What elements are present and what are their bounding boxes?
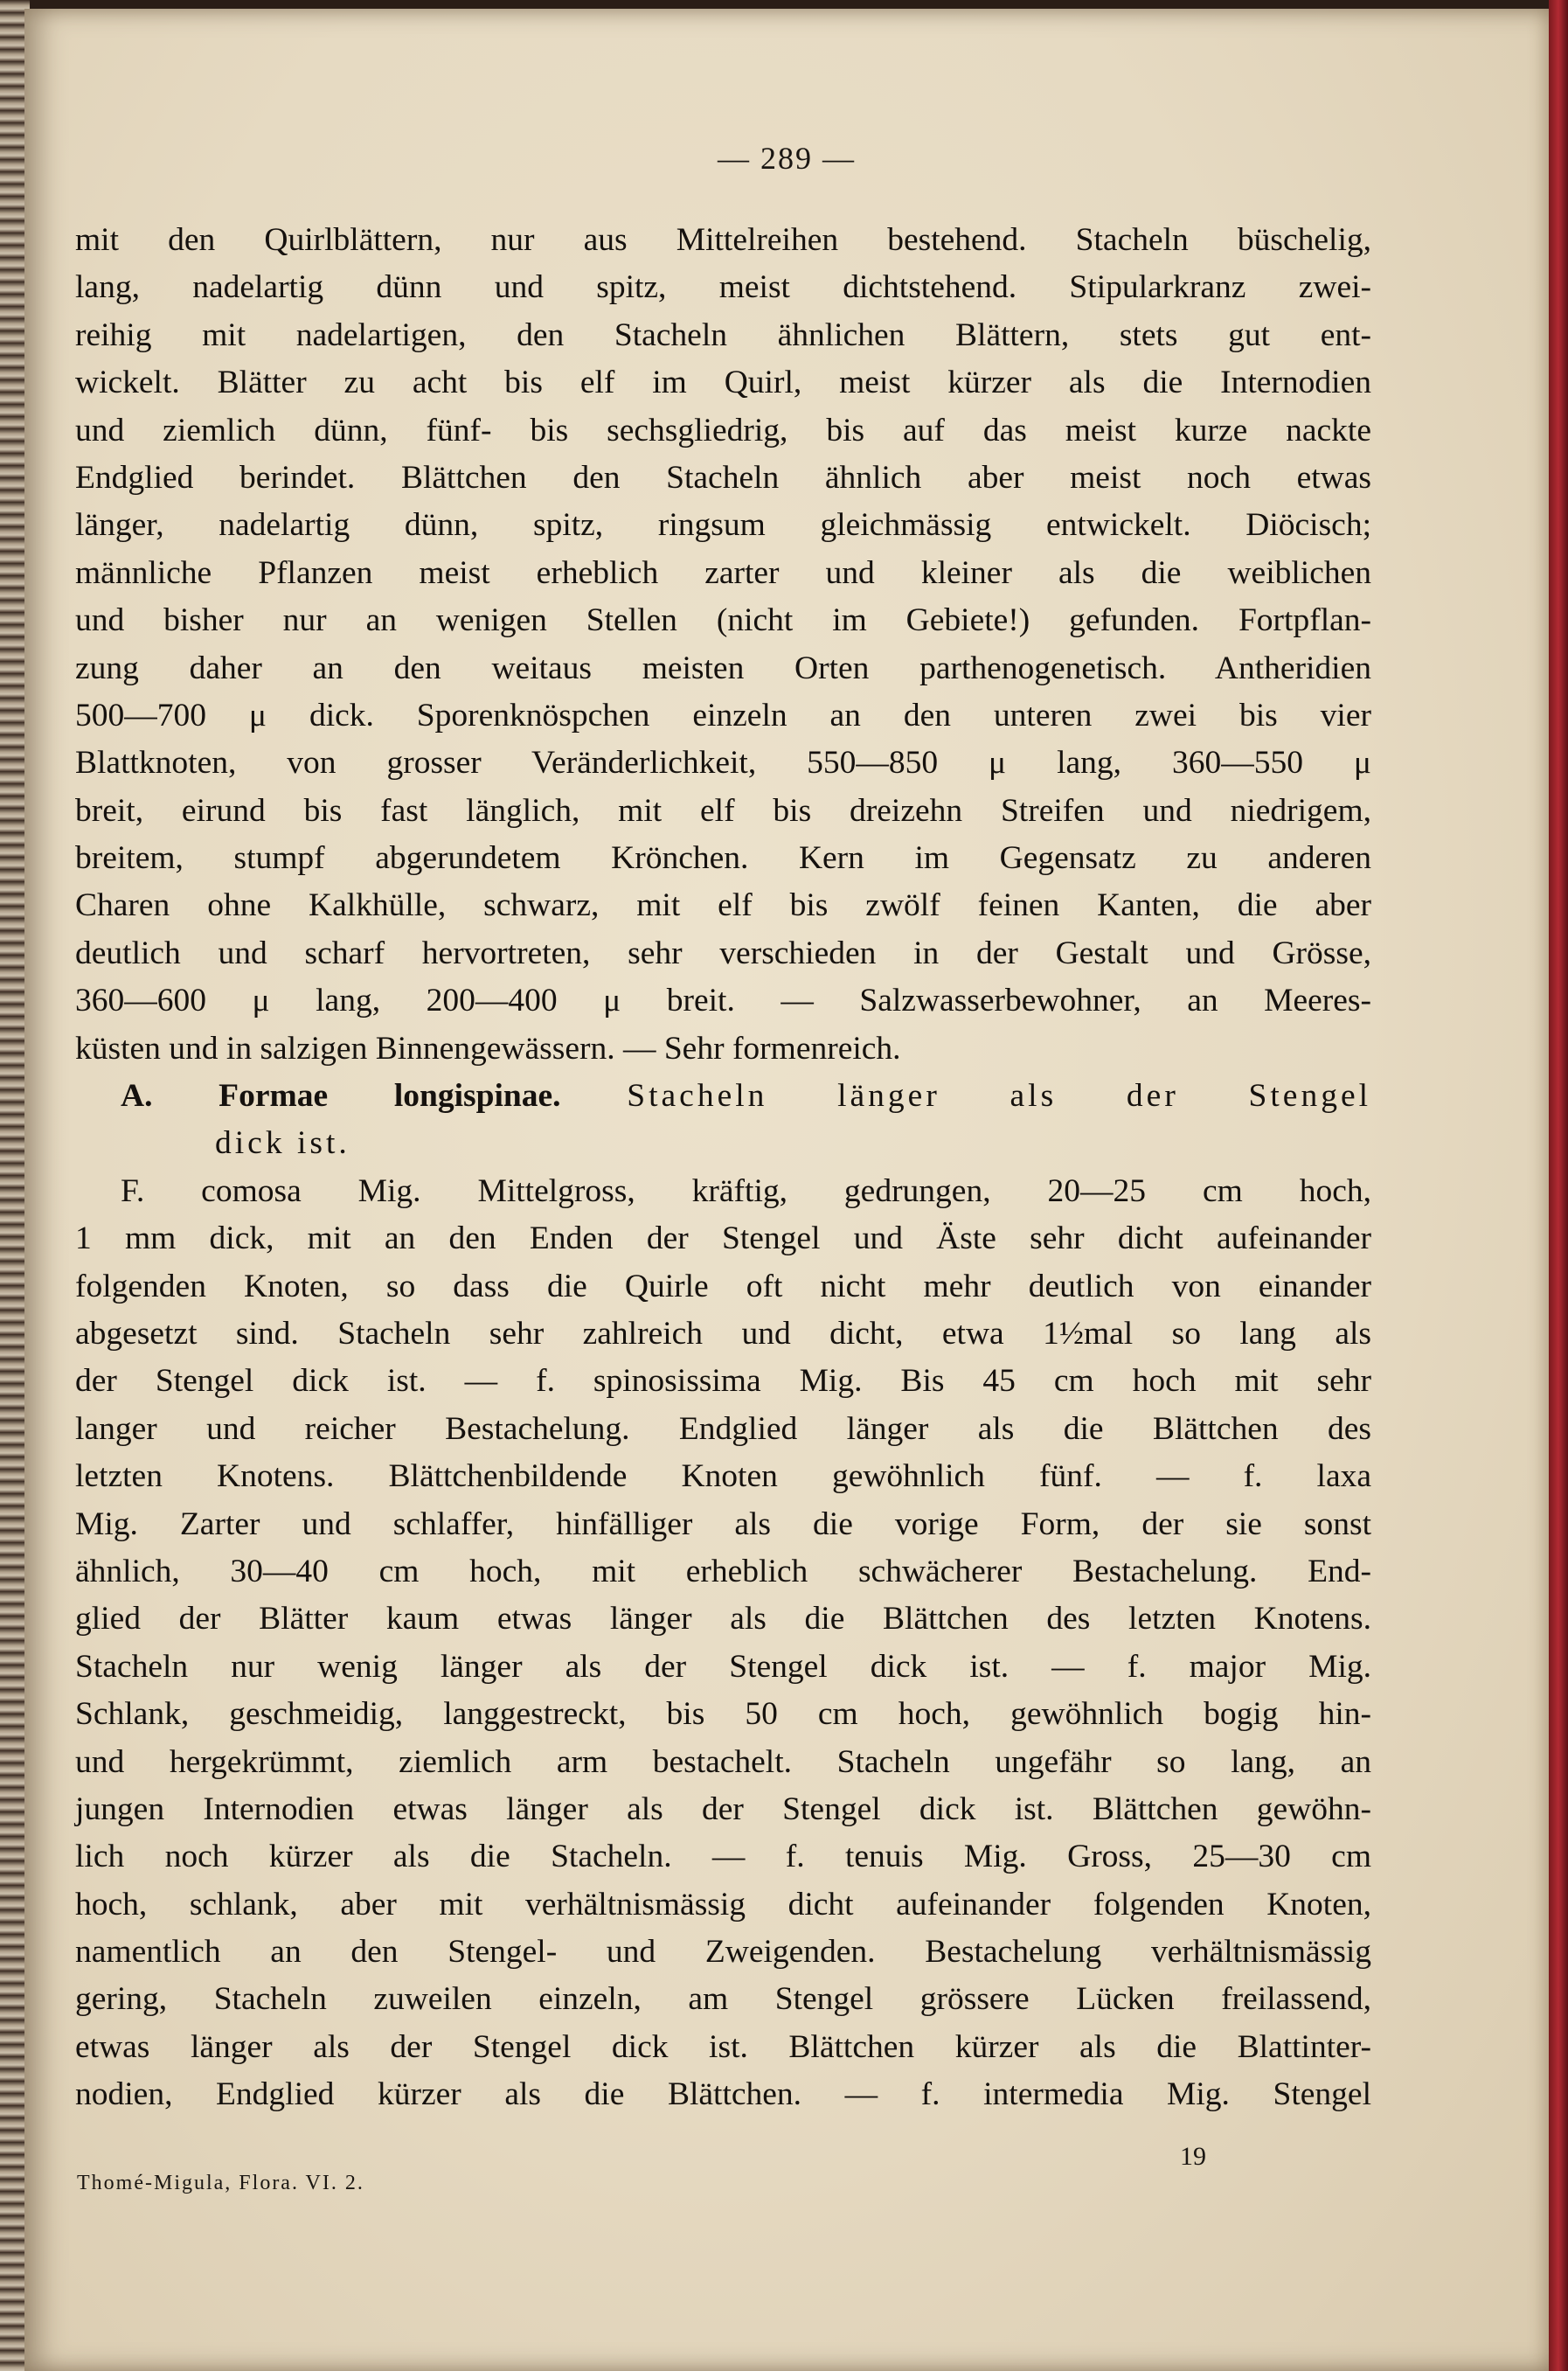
text-line: namentlich an den Stengel- und Zweigenden. Bestachelung verhältnismässig bbox=[75, 1934, 1371, 1971]
text-line: jungen Internodien etwas länger als der Stengel dick ist. Blättchen gewöhn- bbox=[75, 1790, 1371, 1827]
text-line: reihig mit nadelartigen, den Stacheln ähnlichen Blättern, stets gut ent- bbox=[75, 316, 1371, 353]
section-heading-continuation: dick ist. bbox=[215, 1125, 350, 1162]
text-line: abgesetzt sind. Stacheln sehr zahlreich und dicht, etwa 1½mal so lang als bbox=[75, 1315, 1371, 1352]
text-line: glied der Blätter kaum etwas länger als die Blättchen des letzten Knotens. bbox=[75, 1601, 1371, 1637]
text-line: gering, Stacheln zuweilen einzeln, am Stengel grössere Lücken freilassend, bbox=[75, 1981, 1371, 2018]
book-cover-edge bbox=[1549, 0, 1568, 2371]
text-line: länger, nadelartig dünn, spitz, ringsum gleichmässig entwickelt. Diöcisch; bbox=[75, 507, 1371, 544]
text-line: Blattknoten, von grosser Veränderlichkeit, 550—850 μ lang, 360—550 μ bbox=[75, 745, 1371, 782]
section-heading-text: Stacheln länger als der Stengel bbox=[627, 1078, 1372, 1115]
text-line: folgenden Knoten, so dass die Quirle oft nicht mehr deutlich von einander bbox=[75, 1268, 1371, 1304]
footer-imprint: Thomé-Migula, Flora. VI. 2. bbox=[77, 2172, 364, 2194]
text-line: Charen ohne Kalkhülle, schwarz, mit elf bis zwölf feinen Kanten, die aber bbox=[75, 887, 1371, 924]
text-line: breit, eirund bis fast länglich, mit elf bis dreizehn Streifen und niedrigem, bbox=[75, 792, 1371, 829]
text-line: lich noch kürzer als die Stacheln. — f. tenuis Mig. Gross, 25—30 cm bbox=[75, 1839, 1371, 1875]
section-heading-line bbox=[75, 1073, 1371, 1120]
text-line: 500—700 μ dick. Sporenknöspchen einzeln an den unteren zwei bis vier bbox=[75, 697, 1371, 734]
text-line: zung daher an den weitaus meisten Orten parthenogenetisch. Antheridien bbox=[75, 650, 1371, 686]
text-line: 360—600 μ lang, 200—400 μ breit. — Salzwasserbewohner, an Meeres- bbox=[75, 983, 1371, 1019]
text-line: Schlank, geschmeidig, langgestreckt, bis 50 cm hoch, gewöhnlich bogig hin- bbox=[75, 1696, 1371, 1733]
text-line: und bisher nur an wenigen Stellen (nicht im Gebiete!) gefunden. Fortpflan- bbox=[75, 602, 1371, 639]
text-line: F. comosa Mig. Mittelgross, kräftig, gedrungen, 20—25 cm hoch, bbox=[121, 1172, 1371, 1209]
text-line: küsten und in salzigen Binnengewässern. — Sehr formenreich. bbox=[75, 1030, 901, 1067]
text-line: etwas länger als der Stengel dick ist. Blättchen kürzer als die Blattinter- bbox=[75, 2028, 1371, 2065]
text-line: 1 mm dick, mit an den Enden der Stengel und Äste sehr dicht aufeinander bbox=[75, 1220, 1371, 1257]
text-line: breitem, stumpf abgerundetem Krönchen. Kern im Gegensatz zu anderen bbox=[75, 840, 1371, 877]
body-text bbox=[75, 217, 1371, 2119]
text-line: wickelt. Blätter zu acht bis elf im Quirl, meist kürzer als die Internodien bbox=[75, 365, 1371, 401]
text-line: Stacheln nur wenig länger als der Stengel dick ist. — f. major Mig. bbox=[75, 1648, 1371, 1685]
text-line: männliche Pflanzen meist erheblich zarter und kleiner als die weiblichen bbox=[75, 554, 1371, 591]
text-line: Mig. Zarter und schlaffer, hinfälliger als die vorige Form, der sie sonst bbox=[75, 1505, 1371, 1542]
text-line: letzten Knotens. Blättchenbildende Knoten gewöhnlich fünf. — f. laxa bbox=[75, 1458, 1371, 1495]
text-line: ähnlich, 30—40 cm hoch, mit erheblich schwächerer Bestachelung. End- bbox=[75, 1553, 1371, 1589]
text-line: nodien, Endglied kürzer als die Blättchen. — f. intermedia Mig. Stengel bbox=[75, 2076, 1371, 2113]
text-line: mit den Quirlblättern, nur aus Mittelreihen bestehend. Stacheln büschelig, bbox=[75, 222, 1371, 258]
page-number: — 289 — bbox=[718, 141, 856, 176]
text-line: und ziemlich dünn, fünf- bis sechsgliedrig, bis auf das meist kurze nackte bbox=[75, 412, 1371, 448]
text-line: lang, nadelartig dünn und spitz, meist dichtstehend. Stipularkranz zwei- bbox=[75, 269, 1371, 306]
section-heading-label: A. Formae longispinae. bbox=[121, 1078, 561, 1115]
text-line: und hergekrümmt, ziemlich arm bestachelt. Stacheln ungefähr so lang, an bbox=[75, 1743, 1371, 1780]
book-page bbox=[24, 9, 1549, 2371]
signature-mark: 19 bbox=[1180, 2142, 1206, 2171]
text-line: deutlich und scharf hervortreten, sehr verschieden in der Gestalt und Grösse, bbox=[75, 935, 1371, 971]
text-line: langer und reicher Bestachelung. Endglied länger als die Blättchen des bbox=[75, 1410, 1371, 1447]
text-line: Endglied berindet. Blättchen den Stacheln ähnlich aber meist noch etwas bbox=[75, 459, 1371, 496]
text-line: der Stengel dick ist. — f. spinosissima Mig. Bis 45 cm hoch mit sehr bbox=[75, 1363, 1371, 1400]
text-line: hoch, schlank, aber mit verhältnismässig dicht aufeinander folgenden Knoten, bbox=[75, 1886, 1371, 1923]
